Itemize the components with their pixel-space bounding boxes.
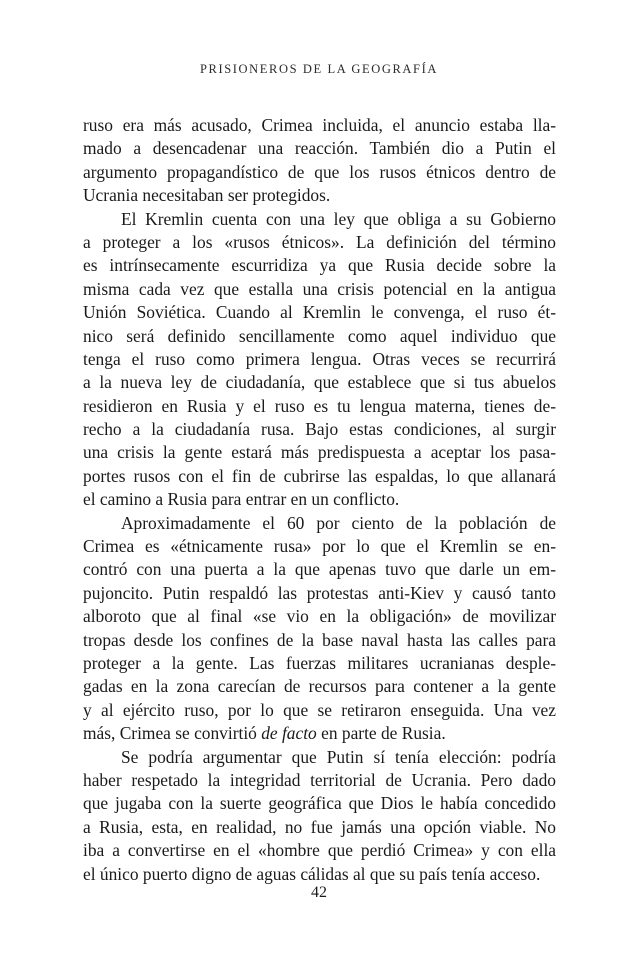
text-line: Aproximadamente el 60 por ciento de la población de (121, 512, 556, 533)
text-line: Ucrania necesitaban ser protegidos. (83, 185, 331, 206)
text-line: es intrínsecamente escurridiza ya que Rusia decide sobre la (83, 255, 556, 276)
text-line: argumento propagandístico de que los rusos étnicos dentro de (83, 161, 556, 182)
paragraph-3 (83, 512, 556, 746)
text-line: tropas desde los confines de la base naval hasta las calles para (83, 629, 556, 650)
text-line: y al ejército ruso, por lo que se retiraron enseguida. Una vez (83, 699, 556, 720)
text-line: proteger a la gente. Las fuerzas militares ucranianas desple- (83, 652, 556, 673)
text-line: que jugaba con la suerte geográfica que Dios le había concedido (83, 793, 556, 814)
page-number: 42 (311, 884, 327, 901)
text-line: a la nueva ley de ciudadanía, que establece que si tus abuelos (83, 372, 556, 393)
text-line: nico será definido sencillamente como aquel individuo que (83, 325, 556, 346)
text-line: portes rusos con el fin de cubrirse las espaldas, lo que allanará (83, 465, 556, 486)
text-line: Crimea es «étnicamente rusa» por lo que el Kremlin se en- (83, 536, 556, 557)
text-fragment: más, Crimea se convirtió (83, 723, 262, 744)
text-line: contró con una puerta a la que apenas tuvo que darle un em- (83, 559, 556, 580)
text-line: a proteger a los «rusos étnicos». La definición del término (83, 231, 556, 252)
text-line: Unión Soviética. Cuando al Kremlin le convenga, el ruso ét- (83, 302, 556, 323)
text-line: tenga el ruso como primera lengua. Otras veces se recurrirá (83, 348, 556, 369)
text-line: recho a la ciudadanía rusa. Bajo estas condiciones, al surgir (83, 419, 556, 440)
text-line: haber respetado la integridad territorial de Ucrania. Pero dado (83, 769, 556, 790)
text-fragment: en parte de Rusia. (316, 723, 446, 744)
paragraph-1 (83, 114, 556, 208)
paragraph-4 (83, 746, 556, 886)
text-line: mado a desencadenar una reacción. También dio a Putin el (83, 138, 556, 159)
text-line: una crisis la gente estará más predispuesta a aceptar los pasa- (83, 442, 556, 463)
running-head: PRISIONEROS DE LA GEOGRAFÍA (199, 62, 438, 76)
text-line (83, 722, 556, 745)
text-line: a Rusia, esta, en realidad, no fue jamás una opción viable. No (83, 816, 556, 837)
text-line: El Kremlin cuenta con una ley que obliga a su Gobierno (121, 208, 556, 229)
text-line: iba a convertirse en el «hombre que perdió Crimea» y con ella (83, 840, 556, 861)
text-line: alboroto que al final «se vio en la obligación» de movilizar (83, 606, 556, 627)
text-line: el único puerto digno de aguas cálidas al que su país tenía acceso. (83, 863, 541, 884)
text-line: residieron en Rusia y el ruso es tu lengua materna, tienes de- (83, 395, 556, 416)
text-line: gadas en la zona carecían de recursos para contener a la gente (83, 676, 556, 697)
italic-phrase: de facto (261, 723, 317, 744)
text-line: misma cada vez que estalla una crisis potencial en la antigua (83, 278, 556, 299)
text-line: pujoncito. Putin respaldó las protestas anti-Kiev y causó tanto (83, 582, 556, 603)
text-line: ruso era más acusado, Crimea incluida, el anuncio estaba lla- (83, 115, 556, 135)
text-line: el camino a Rusia para entrar en un conflicto. (83, 489, 400, 510)
paragraph-2 (83, 208, 556, 512)
body-text (83, 114, 556, 886)
text-line: Se podría argumentar que Putin sí tenía elección: podría (121, 746, 556, 767)
